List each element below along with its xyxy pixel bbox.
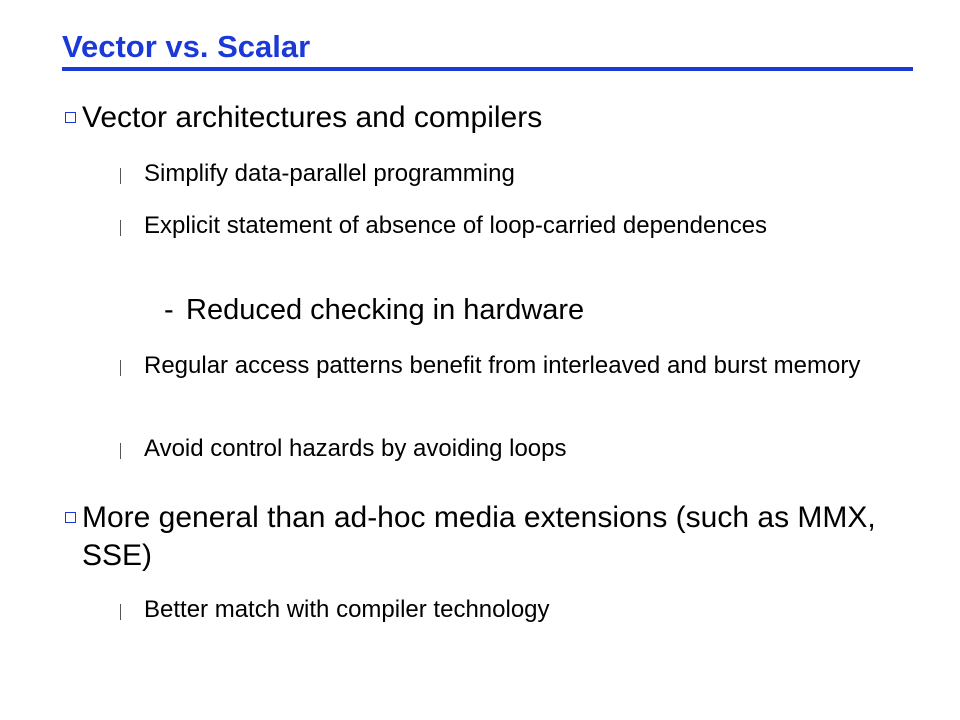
sub-sub-bullet-text: Reduced checking in hardware (186, 294, 585, 326)
sub-bullet-point (144, 160, 904, 188)
bullet-point (82, 99, 912, 137)
square-bullet-icon (65, 512, 77, 524)
bullet-point (82, 499, 912, 575)
sub-sub-bullet-point (164, 292, 886, 328)
sub-bullet-point (144, 435, 904, 463)
title-underline (62, 67, 913, 71)
bar-bullet-icon (120, 360, 121, 376)
sub-bullet-point (144, 596, 904, 624)
sub-bullet-point (144, 212, 904, 240)
bar-bullet-icon (120, 443, 121, 459)
sub-bullet-text: Regular access patterns benefit from interleaved and burst memory (144, 352, 861, 379)
sub-bullet-text: Simplify data-parallel programming (144, 160, 515, 187)
slide-title: Vector vs. Scalar (62, 29, 311, 64)
square-bullet-icon (65, 112, 77, 124)
sub-bullet-point (144, 352, 904, 380)
dash-bullet: - (164, 294, 174, 326)
sub-bullet-text: Explicit statement of absence of loop-carried dependences (144, 212, 768, 239)
bar-bullet-icon (120, 604, 121, 620)
bullet-text: Vector architectures and compilers (82, 101, 543, 134)
bullet-text: More general than ad-hoc media extensions (such as MMX, SSE) (82, 501, 876, 572)
bar-bullet-icon (120, 220, 121, 236)
sub-bullet-text: Avoid control hazards by avoiding loops (144, 435, 567, 462)
bar-bullet-icon (120, 168, 121, 184)
sub-bullet-text: Better match with compiler technology (144, 596, 550, 623)
